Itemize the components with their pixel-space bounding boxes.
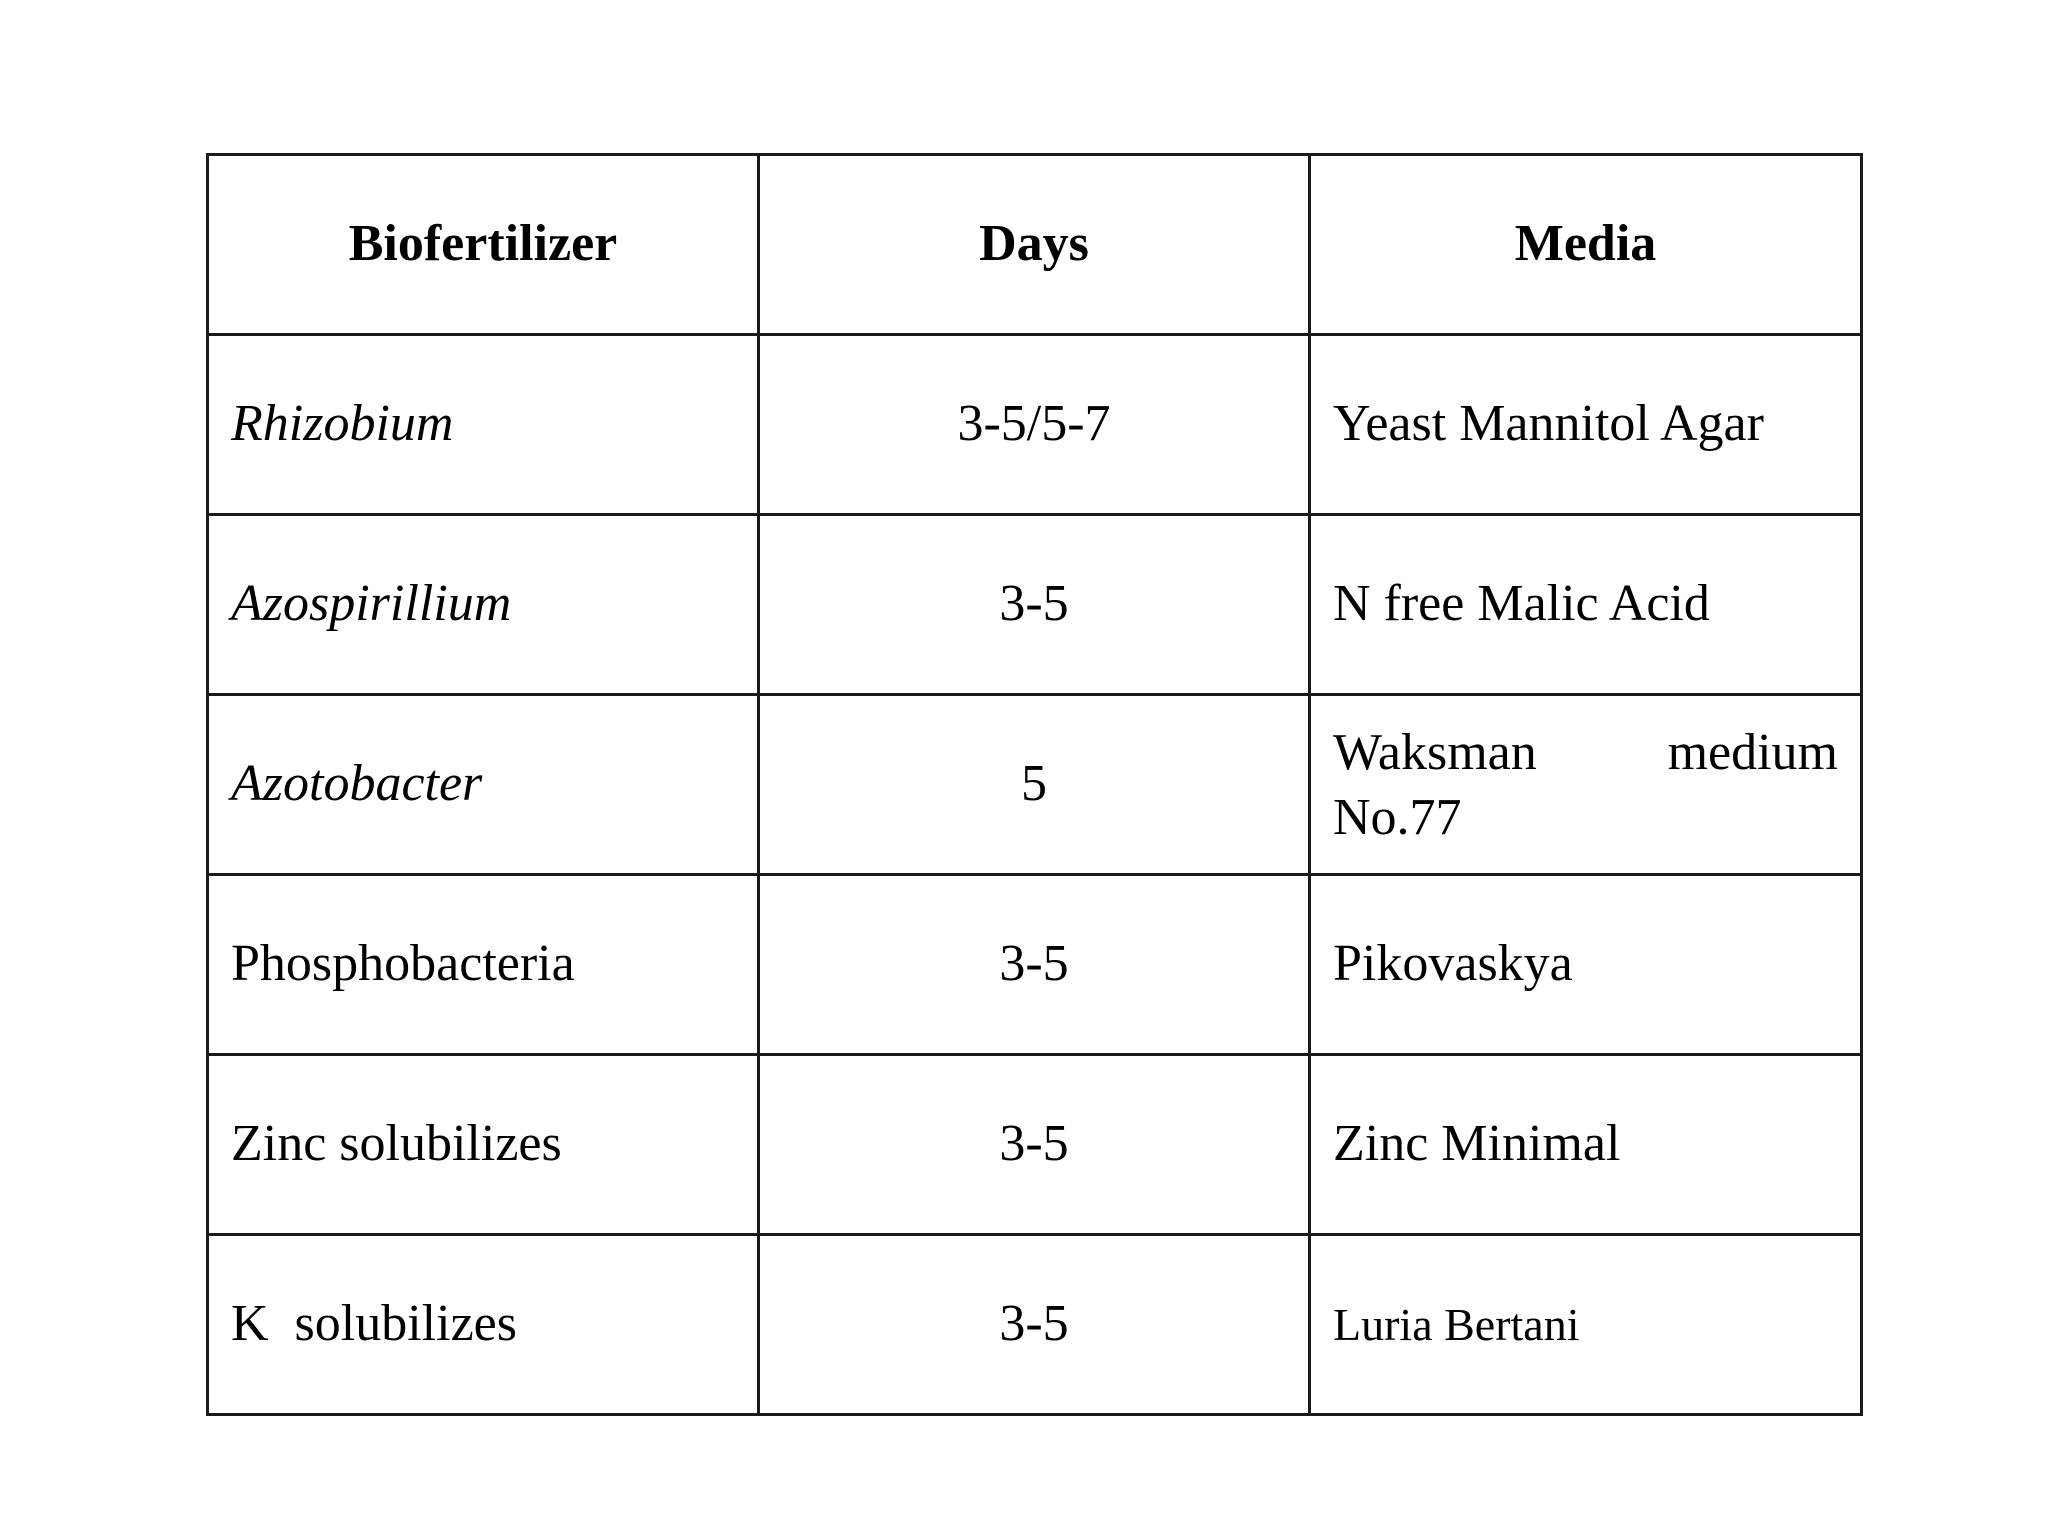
- cell-days: 5: [759, 695, 1310, 875]
- header-days: Days: [759, 155, 1310, 335]
- cell-media: Luria Bertani: [1310, 1235, 1862, 1415]
- cell-media: Zinc Minimal: [1310, 1055, 1862, 1235]
- biofertilizer-table: [206, 153, 1863, 1416]
- table-row: [208, 875, 1862, 1055]
- table-row: [208, 695, 1862, 875]
- media-line-1: [1333, 720, 1838, 785]
- cell-biofertilizer: Azotobacter: [208, 695, 759, 875]
- cell-days: 3-5: [759, 1235, 1310, 1415]
- header-media: Media: [1310, 155, 1862, 335]
- cell-days: 3-5: [759, 515, 1310, 695]
- media-word: Waksman: [1333, 723, 1537, 781]
- cell-media: Yeast Mannitol Agar: [1310, 335, 1862, 515]
- media-word: medium: [1667, 723, 1838, 781]
- cell-media: N free Malic Acid: [1310, 515, 1862, 695]
- cell-biofertilizer: Azospirillium: [208, 515, 759, 695]
- table-row: [208, 515, 1862, 695]
- cell-biofertilizer: Zinc solubilizes: [208, 1055, 759, 1235]
- cell-media: [1310, 695, 1862, 875]
- cell-biofertilizer: Phosphobacteria: [208, 875, 759, 1055]
- table-header-row: [208, 155, 1862, 335]
- cell-biofertilizer: Rhizobium: [208, 335, 759, 515]
- media-line-2: No.77: [1333, 788, 1462, 846]
- cell-biofertilizer: K solubilizes: [208, 1235, 759, 1415]
- header-biofertilizer: Biofertilizer: [208, 155, 759, 335]
- cell-days: 3-5: [759, 875, 1310, 1055]
- table-row: [208, 1235, 1862, 1415]
- cell-media: Pikovaskya: [1310, 875, 1862, 1055]
- table-row: [208, 335, 1862, 515]
- table-row: [208, 1055, 1862, 1235]
- cell-days: 3-5/5-7: [759, 335, 1310, 515]
- cell-days: 3-5: [759, 1055, 1310, 1235]
